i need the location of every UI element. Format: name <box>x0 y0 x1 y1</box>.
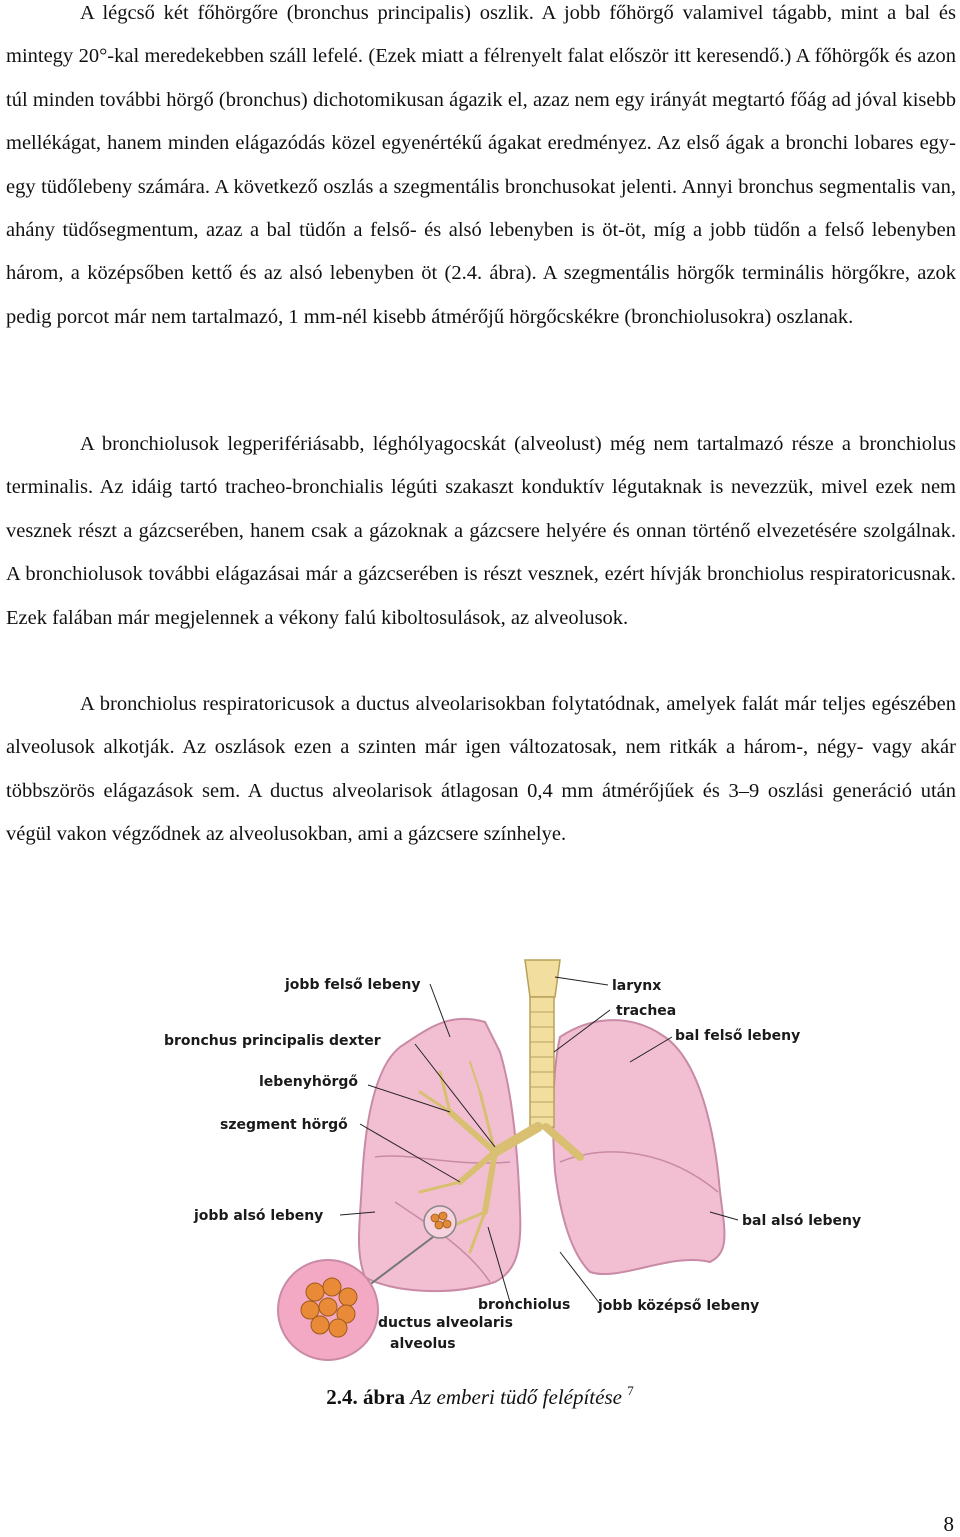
trachea-shape <box>530 997 554 1127</box>
label-bronchus-principalis-dexter: bronchus principalis dexter <box>164 1033 381 1049</box>
label-jobb-kozepso-lebeny: jobb középső lebeny <box>598 1298 760 1314</box>
lung-anatomy-figure <box>150 952 880 1362</box>
label-jobb-felso-lebeny: jobb felső lebeny <box>285 977 421 993</box>
lung-diagram <box>150 952 880 1362</box>
caption-title: Az emberi tüdő felépítése <box>410 1385 622 1409</box>
label-ductus-alveolaris: ductus alveolaris <box>378 1315 513 1331</box>
figure-caption <box>0 1383 960 1410</box>
left-lung-shape <box>553 1020 724 1274</box>
label-larynx: larynx <box>612 978 662 994</box>
paragraph-2: A bronchiolusok legperifériásabb, léghólyagocskát (alveolust) még nem tartalmazó része a bronchiolus terminalis. Az idáig tartó tracheo-bronchialis légúti szakaszt konduktív légutaknak is nevezzük, mivel ezek nem vesznek részt a gázcserében, hanem csak a gázoknak a gázcsere helyére és onnan történő elvezetésére szolgálnak. A bronchiolusok további elágazásai már a gázcserében is részt vesznek, ezért hívják bronchiolus respiratoricusnak. Ezek falában már megjelennek a vékony falú kiboltosulások, az alveolusok. <box>6 433 956 629</box>
label-szegment-horgo: szegment hörgő <box>220 1117 348 1133</box>
label-trachea: trachea <box>616 1003 677 1019</box>
caption-number: 2.4. ábra <box>326 1385 406 1409</box>
label-alveolus: alveolus <box>390 1336 456 1352</box>
paragraph-1: A légcső két főhörgőre (bronchus principalis) oszlik. A jobb főhörgő valamivel tágabb, mint a bal és mintegy 20°-kal meredekebben száll lefelé. (Ezek miatt a félrenyelt falat először itt keresendő.) A főhörgők és azon túl minden további hörgő (bronchus) dichotomikusan ágazik el, azaz nem egy irányát megtartó főág ad jóval kisebb mellékágat, hanem minden elágazódás közel egyenértékű ágakat eredményez. Az első ágak a bronchi lobares egy-egy tüdőlebeny számára. A következő oszlás a szegmentális bronchusokat jelenti. Annyi bronchus segmentalis van, ahány tüdősegmentum, azaz a bal tüdőn a felső- és alsó lebenyben is öt-öt, míg a jobb tüdőn a felső lebenyben három, a középsőben kettő és az alsó lebenyben öt (2.4. ábra). A szegmentális hörgők terminális hörgőkre, azok pedig porcot már nem tartalmazó, 1 mm-nél kisebb átmérőjű hörgőcskékre (bronchiolusokra) oszlanak. <box>6 2 956 328</box>
label-bal-felso-lebeny: bal felső lebeny <box>675 1028 801 1044</box>
label-bronchiolus: bronchiolus <box>478 1297 571 1313</box>
label-bal-also-lebeny: bal alsó lebeny <box>742 1213 862 1229</box>
label-lebenyhorgo: lebenyhörgő <box>259 1074 359 1090</box>
larynx-shape <box>525 960 560 997</box>
caption-footnote: 7 <box>627 1383 634 1398</box>
paragraph-3: A bronchiolus respiratoricusok a ductus alveolarisokban folytatódnak, amelyek falát már teljes egészében alveolusok alkotják. Az oszlások ezen a szinten már igen változatosak, nem ritkák a három-, négy- vagy akár többszörös elágazások sem. A ductus alveolarisok átlagosan 0,4 mm átmérőjűek és 3–9 oszlási generáció után végül vakon végződnek az alveolusokban, ami a gázcsere színhelye. <box>6 693 956 846</box>
label-jobb-also-lebeny: jobb alsó lebeny <box>194 1208 324 1224</box>
page-number: 8 <box>943 1512 954 1536</box>
